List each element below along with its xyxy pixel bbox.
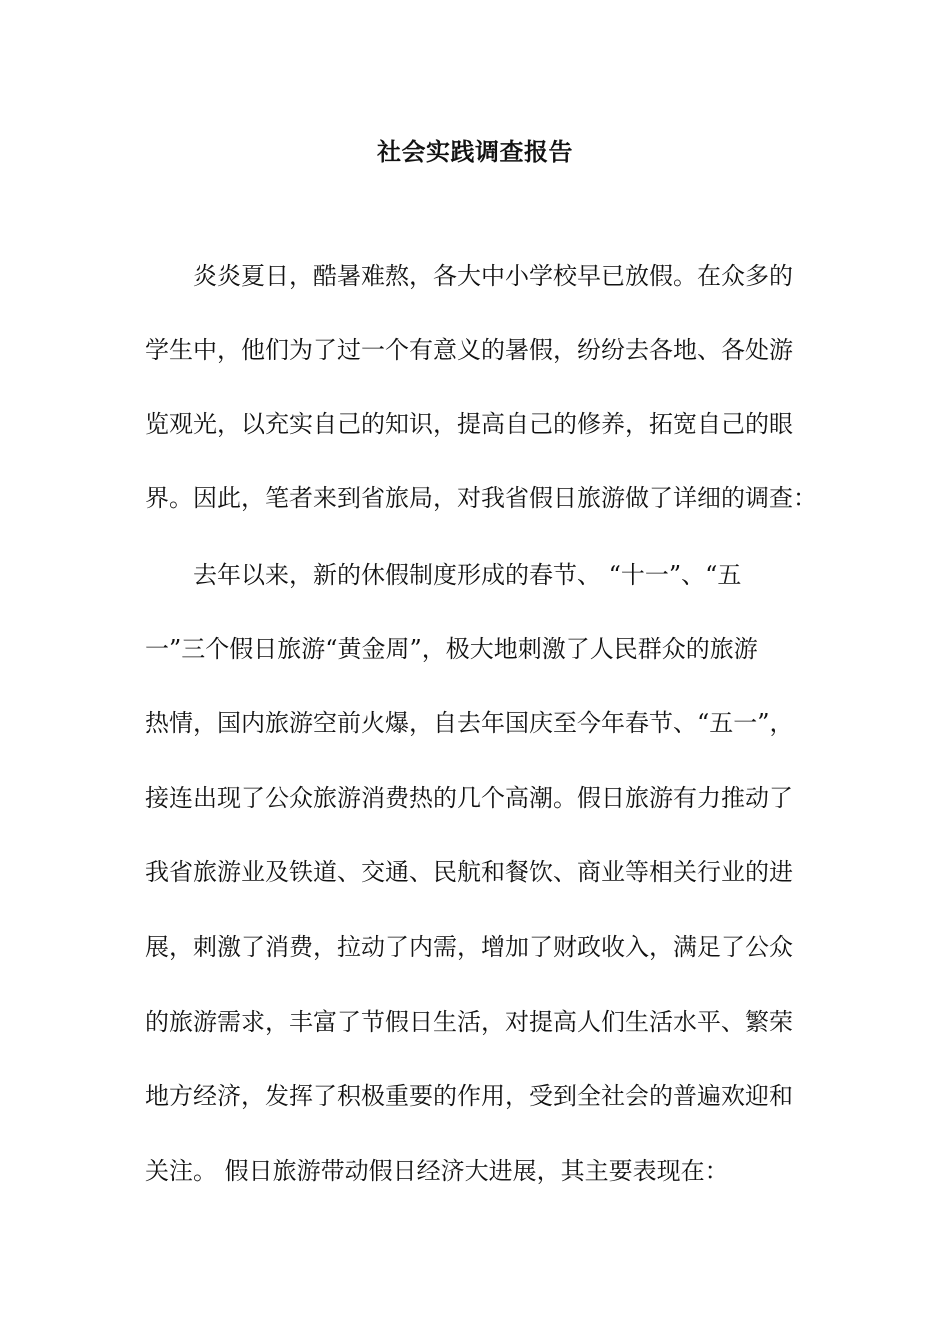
- body-line: 地方经济，发挥了积极重要的作用，受到全社会的普遍欢迎和: [145, 1082, 793, 1110]
- body-line: 热情，国内旅游空前火爆，自去年国庆至今年春节、“五一”，: [145, 709, 794, 737]
- body-line: 学生中，他们为了过一个有意义的暑假，纷纷去各地、各处游: [145, 336, 793, 364]
- body-line: 展，刺激了消费，拉动了内需，增加了财政收入，满足了公众: [145, 933, 793, 961]
- body-line: 我省旅游业及铁道、交通、民航和餐饮、商业等相关行业的进: [145, 858, 793, 886]
- document-title: 社会实践调查报告: [377, 137, 573, 166]
- body-line: 去年以来，新的休假制度形成的春节、 “十一”、“五: [145, 561, 742, 589]
- body-line: 炎炎夏日，酷暑难熬，各大中小学校早已放假。在众多的: [145, 262, 793, 290]
- body-line: 览观光，以充实自己的知识，提高自己的修养，拓宽自己的眼: [145, 410, 793, 438]
- body-line: 关注。 假日旅游带动假日经济大进展，其主要表现在：: [145, 1157, 729, 1185]
- body-line: 接连出现了公众旅游消费热的几个高潮。假日旅游有力推动了: [145, 784, 793, 812]
- body-line: 界。因此，笔者来到省旅局，对我省假日旅游做了详细的调查：: [145, 484, 817, 512]
- body-line: 的旅游需求，丰富了节假日生活，对提高人们生活水平、繁荣: [145, 1008, 793, 1036]
- body-line: 一”三个假日旅游“黄金周”，极大地刺激了人民群众的旅游: [145, 635, 758, 663]
